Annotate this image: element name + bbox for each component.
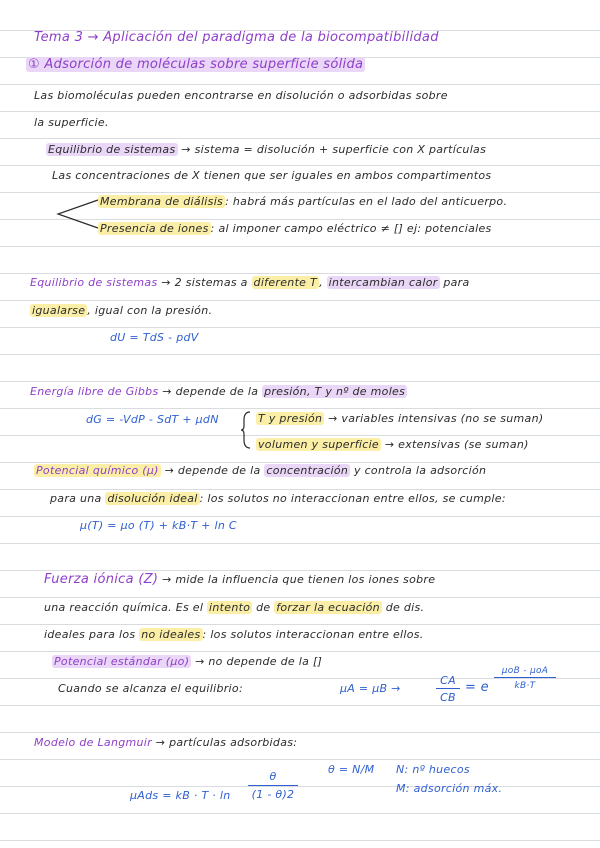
section1-heading — [26, 58, 365, 72]
system-equilibrium-term: Equilibrio de sistemas — [30, 276, 158, 289]
equilibrium-line — [46, 143, 486, 157]
theta-definition: θ = N/M — [328, 763, 375, 776]
m-definition: M: adsorción máx. — [396, 782, 503, 795]
langmuir-mu-lhs: μAds = kB · T · ln — [130, 789, 231, 802]
concentration-line: Las concentraciones de X tienen que ser iguales en ambos compartimentos — [52, 169, 492, 182]
equilibrium-reached-line: Cuando se alcanza el equilibrio: — [58, 682, 243, 695]
section1-intro-line2: la superficie. — [34, 116, 109, 129]
ions-line — [98, 222, 492, 236]
ions-rest: : al imponer campo eléctrico ≠ [] ej: potenciales — [210, 222, 492, 235]
standard-potential-rest: → no depende de la [] — [195, 655, 323, 668]
langmuir-term: Modelo de Langmuir — [34, 736, 152, 749]
ionic-strength-term: Fuerza iónica (Z) — [44, 572, 159, 587]
mu-equality: μA = μB → — [340, 682, 401, 695]
ideal-solution-line — [50, 492, 506, 506]
gibbs-equation: dG = -VdP - SdT + μdN — [86, 413, 219, 426]
extensive-line — [256, 438, 529, 452]
equalize-rest: , igual con la presión. — [87, 304, 213, 317]
section1-intro-line1: Las biomoléculas pueden encontrarse en disolución o adsorbidas sobre — [34, 89, 448, 102]
ionic-strength-rest: → mide la influencia que tienen los iones sobre — [162, 573, 436, 586]
section1-heading-text: ① Adsorción de moléculas sobre superficie sólida — [28, 57, 364, 72]
ionic-line2-a: una reacción química. Es el — [44, 601, 204, 614]
ionic-strength-line — [44, 573, 435, 587]
extensive-rest: → extensivas (se suman) — [384, 438, 529, 451]
ions-term: Presencia de iones — [100, 222, 209, 235]
non-ideal-term: no ideales — [141, 628, 201, 641]
intent-term: intento — [209, 601, 251, 614]
n-definition: N: nº huecos — [396, 763, 470, 776]
system-equilibrium-line2 — [30, 304, 212, 318]
frac-denominator: CB — [440, 691, 456, 704]
langmuir-frac-num: θ — [269, 770, 277, 783]
system-equilibrium-line1 — [30, 276, 470, 290]
equalize-term: igualarse — [32, 304, 86, 317]
intensive-term: T y presión — [258, 412, 323, 425]
ideal-prefix: para una — [50, 492, 102, 505]
standard-potential-line — [52, 655, 322, 669]
gibbs-rest: → depende de la — [162, 385, 259, 398]
gibbs-line — [30, 385, 407, 399]
gibbs-term: Energía libre de Gibbs — [30, 385, 159, 398]
extensive-term: volumen y superficie — [258, 438, 380, 451]
ideal-solution-term: disolución ideal — [107, 492, 198, 505]
para-word: para — [443, 276, 470, 289]
de-word: de — [256, 601, 271, 614]
page-title: Tema 3 → Aplicación del paradigma de la biocompatibilidad — [34, 30, 439, 45]
exponent-denominator: kB·T — [514, 681, 536, 691]
chemical-potential-rest-a: → depende de la — [164, 464, 261, 477]
exponent-bar — [494, 677, 556, 678]
system-equilibrium-arrow: → 2 sistemas a — [161, 276, 248, 289]
langmuir-fraction-bar — [248, 785, 298, 786]
chemical-potential-term: Potencial químico (μ) — [36, 464, 159, 477]
ionic-line2 — [44, 601, 424, 615]
langmuir-line — [34, 736, 297, 750]
equilibrium-rest: → sistema = disolución + superficie con X partículas — [181, 143, 487, 156]
ideal-rest: : los solutos no interaccionan entre ellos, se cumple: — [199, 492, 506, 505]
langmuir-frac-den: (1 - θ)2 — [251, 788, 295, 801]
branch-arrow-icon — [52, 194, 102, 234]
mu-equation: μ(T) = μo (T) + kB·T + ln C — [80, 519, 237, 532]
chemical-potential-rest-b: y controla la adsorción — [353, 464, 487, 477]
internal-energy-equation: dU = TdS - pdV — [110, 331, 199, 344]
force-equation-term: forzar la ecuación — [276, 601, 380, 614]
frac-numerator: CA — [440, 674, 456, 687]
fraction-bar — [436, 688, 460, 689]
intensive-rest: → variables intensivas (no se suman) — [328, 412, 544, 425]
standard-potential-term: Potencial estándar (μo) — [54, 655, 190, 668]
heat-exchange-term: intercambian calor — [328, 276, 438, 289]
intensive-line — [256, 412, 543, 426]
gibbs-pressure-term: presión, T y nº de moles — [264, 385, 406, 398]
membrane-term: Membrana de diálisis — [100, 195, 224, 208]
ionic-line3 — [44, 628, 424, 642]
comma: , — [319, 276, 323, 289]
exponent-numerator: μoB - μoA — [501, 666, 549, 676]
chemical-potential-line — [34, 464, 486, 478]
concentration-term: concentración — [266, 464, 349, 477]
langmuir-rest: → partículas adsorbidas: — [155, 736, 298, 749]
exp-base: = e — [465, 680, 489, 695]
ionic-line2-end: de dis. — [385, 601, 425, 614]
different-t-term: diferente T — [253, 276, 318, 289]
ionic-line3-a: ideales para los — [44, 628, 136, 641]
curly-brace-icon — [240, 410, 254, 450]
ionic-line3-rest: : los solutos interaccionan entre ellos. — [202, 628, 424, 641]
membrane-line — [98, 195, 507, 209]
equilibrium-term: Equilibrio de sistemas — [48, 143, 176, 156]
membrane-rest: : habrá más partículas en el lado del anticuerpo. — [225, 195, 508, 208]
